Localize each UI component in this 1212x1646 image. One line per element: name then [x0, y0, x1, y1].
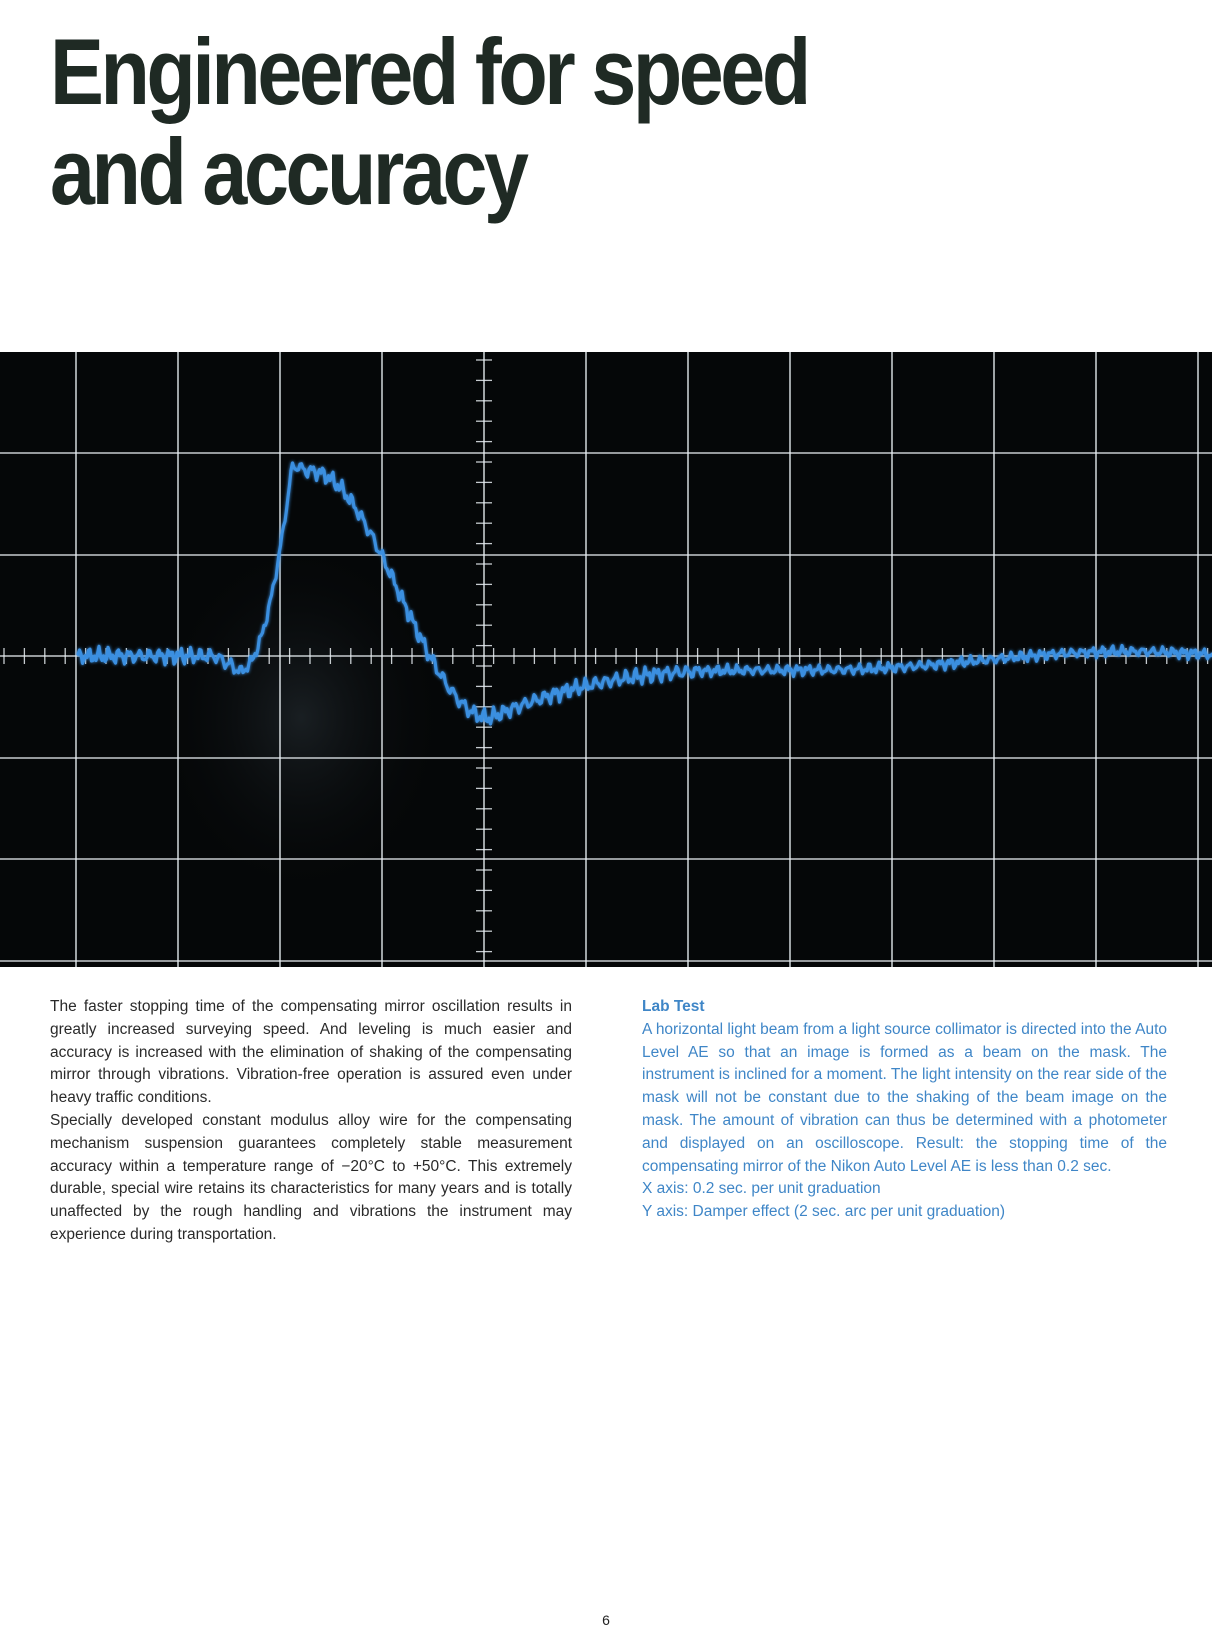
lab-test-caption — [642, 996, 1167, 1224]
body-text — [50, 996, 572, 1247]
oscilloscope-screen — [0, 352, 1212, 967]
y-axis-note: Y axis: Damper effect (2 sec. arc per unit graduation) — [642, 1203, 1005, 1221]
body-paragraph-2: Specially developed constant modulus alloy wire for the compensating mechanism suspension guarantees completely stable measurement accuracy within a temperature range of −20°C to +50°C. This extremely durable, special wire retains its characteristics for many years and is totally unaffected by the rough handling and vibrations the instrument may experience during transportation. — [50, 1111, 572, 1243]
page-title-line-1: Engineered for speed — [50, 19, 808, 124]
screen-glare — [150, 432, 570, 952]
oscilloscope-photo — [0, 352, 1212, 967]
lab-test-text: A horizontal light beam from a light source collimator is directed into the Auto Level AE so that an image is formed as a beam on the mask. The instrument is inclined for a moment. The light intensity on the rear side of the mask will not be constant due to the shaking of the beam image on the mask. The amount of vibration can thus be determined with a photometer and displayed on an oscilloscope. Result: the stopping time of the compensating mirror of the Nikon Auto Level AE is less than 0.2 sec. — [642, 1020, 1167, 1175]
lab-test-heading: Lab Test — [642, 998, 705, 1015]
body-paragraph-1: The faster stopping time of the compensating mirror oscillation results in greatly increased surveying speed. And leveling is much easier and accuracy is increased with the elimination of shaking of the compensating mirror through vibrations. Vibration-free operation is assured even under heavy traffic conditions. — [50, 998, 572, 1107]
page-title — [50, 19, 808, 224]
page-title-line-2: and accuracy — [50, 119, 526, 224]
x-axis-note: X axis: 0.2 sec. per unit graduation — [642, 1180, 881, 1198]
page-number: 6 — [602, 1612, 610, 1628]
